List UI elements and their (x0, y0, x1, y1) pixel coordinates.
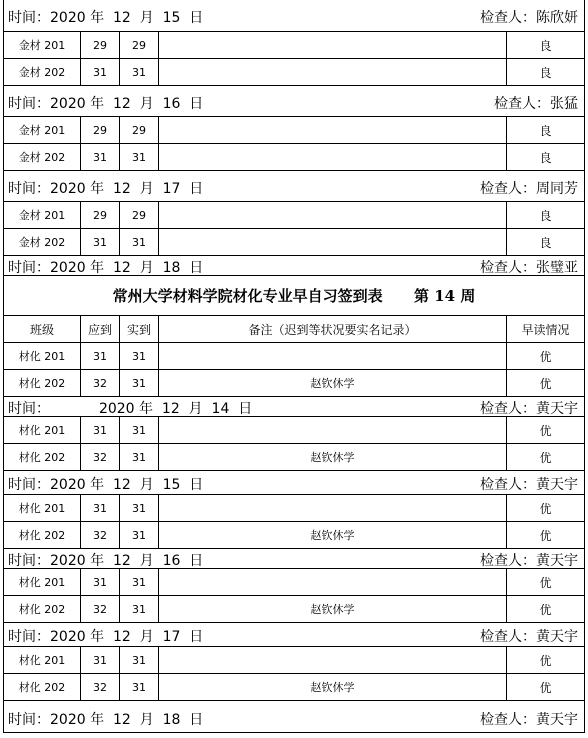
sign-in-sheet (3, 0, 585, 733)
table-row (3, 444, 585, 471)
inspector-label: 检查人：黄天宇 (480, 401, 578, 417)
expected-cell: 31 (81, 647, 120, 673)
remark-cell (159, 569, 507, 595)
expected-cell: 29 (81, 202, 120, 228)
remark-cell (159, 495, 507, 521)
rating-cell: 优 (539, 528, 552, 543)
expected-cell: 29 (81, 117, 120, 143)
rating-cell: 优 (539, 575, 552, 590)
table-row (3, 32, 585, 59)
date-header (3, 471, 585, 495)
expected-cell: 31 (81, 59, 120, 85)
inspector-label: 检查人：黄天宇 (480, 629, 578, 645)
date-header (3, 0, 585, 32)
expected-cell: 29 (81, 32, 120, 58)
date-label: 时间：2020 年 12 月 17 日 (8, 629, 204, 645)
rating-cell: 优 (539, 450, 552, 465)
date-label: 时间：2020 年 12 月 16 日 (8, 96, 204, 112)
date-header (3, 701, 585, 733)
rating-cell: 良 (539, 208, 552, 223)
remark-cell: 赵钦休学 (159, 674, 507, 700)
remark-cell (159, 647, 507, 673)
remark-cell (159, 229, 507, 255)
actual-cell: 29 (120, 32, 159, 58)
class-cell: 金材 202 (4, 59, 81, 85)
actual-cell: 31 (120, 596, 159, 622)
expected-cell: 31 (81, 343, 120, 369)
class-cell: 材化 202 (4, 370, 81, 396)
inspector-label: 检查人：张璧亚 (480, 260, 578, 276)
actual-cell: 31 (120, 144, 159, 170)
table-row (3, 647, 585, 674)
actual-cell: 31 (120, 444, 159, 470)
class-cell: 金材 201 (4, 117, 81, 143)
inspector-label: 检查人：陈欣妍 (480, 10, 578, 26)
remark-cell (159, 202, 507, 228)
table-row (3, 144, 585, 171)
inspector-label: 检查人：黄天宇 (480, 712, 578, 728)
date-label: 时间：2020 年 12 月 18 日 (8, 712, 204, 728)
class-cell: 材化 201 (4, 647, 81, 673)
date-label: 时间：2020 年 12 月 17 日 (8, 181, 204, 197)
date-label: 时间：2020 年 12 月 15 日 (8, 10, 204, 26)
date-header (3, 623, 585, 647)
table-row (3, 522, 585, 549)
expected-cell: 31 (81, 144, 120, 170)
class-cell: 金材 202 (4, 229, 81, 255)
sheet-title: 常州大学材料学院材化专业早自习签到表 第 14 周 (3, 276, 585, 316)
date-label: 时间： 2020 年 12 月 14 日 (8, 401, 253, 417)
expected-cell: 31 (81, 569, 120, 595)
rating-cell: 优 (539, 376, 552, 391)
rating-cell: 优 (539, 653, 552, 668)
class-cell: 金材 202 (4, 144, 81, 170)
rating-cell: 良 (539, 235, 552, 250)
table-row (3, 202, 585, 229)
class-cell: 材化 201 (4, 343, 81, 369)
actual-cell: 29 (120, 117, 159, 143)
class-cell: 材化 202 (4, 522, 81, 548)
actual-cell: 31 (120, 59, 159, 85)
expected-cell: 32 (81, 522, 120, 548)
rating-cell: 优 (539, 680, 552, 695)
column-header: 早读情况 (521, 322, 570, 337)
table-row (3, 343, 585, 370)
remark-cell (159, 343, 507, 369)
remark-cell: 赵钦休学 (159, 522, 507, 548)
table-row (3, 59, 585, 86)
class-cell: 金材 201 (4, 202, 81, 228)
actual-cell: 31 (120, 522, 159, 548)
date-header (3, 86, 585, 117)
inspector-label: 检查人：黄天宇 (480, 553, 578, 569)
actual-cell: 31 (120, 343, 159, 369)
rating-cell: 优 (539, 349, 552, 364)
expected-cell: 32 (81, 370, 120, 396)
remark-cell: 赵钦休学 (159, 444, 507, 470)
rating-cell: 良 (539, 38, 552, 53)
remark-cell (159, 32, 507, 58)
class-cell: 材化 202 (4, 674, 81, 700)
date-header (3, 549, 585, 569)
class-cell: 材化 202 (4, 444, 81, 470)
table-row (3, 495, 585, 522)
remark-cell: 赵钦休学 (159, 370, 507, 396)
column-header-row (3, 316, 585, 343)
table-row (3, 569, 585, 596)
table-row (3, 117, 585, 144)
class-cell: 材化 201 (4, 417, 81, 443)
actual-cell: 31 (120, 495, 159, 521)
column-header: 实到 (120, 316, 159, 342)
column-header: 班级 (4, 316, 81, 342)
rating-cell: 优 (539, 501, 552, 516)
date-header (3, 171, 585, 202)
remark-cell (159, 144, 507, 170)
rating-cell: 良 (539, 150, 552, 165)
class-cell: 材化 202 (4, 596, 81, 622)
rating-cell: 优 (539, 423, 552, 438)
expected-cell: 31 (81, 229, 120, 255)
expected-cell: 31 (81, 417, 120, 443)
date-header (3, 397, 585, 417)
date-header (3, 256, 585, 276)
table-row (3, 370, 585, 397)
inspector-label: 检查人：张猛 (494, 96, 578, 112)
remark-cell: 赵钦休学 (159, 596, 507, 622)
expected-cell: 32 (81, 674, 120, 700)
class-cell: 材化 201 (4, 569, 81, 595)
actual-cell: 31 (120, 569, 159, 595)
actual-cell: 29 (120, 202, 159, 228)
table-row (3, 674, 585, 701)
actual-cell: 31 (120, 417, 159, 443)
table-row (3, 229, 585, 256)
remark-cell (159, 417, 507, 443)
table-row (3, 596, 585, 623)
column-header: 备注（迟到等状况要实名记录） (159, 316, 507, 342)
actual-cell: 31 (120, 229, 159, 255)
actual-cell: 31 (120, 370, 159, 396)
inspector-label: 检查人：周同芳 (480, 181, 578, 197)
rating-cell: 良 (539, 65, 552, 80)
date-label: 时间：2020 年 12 月 18 日 (8, 260, 204, 276)
date-label: 时间：2020 年 12 月 16 日 (8, 553, 204, 569)
expected-cell: 32 (81, 596, 120, 622)
actual-cell: 31 (120, 647, 159, 673)
class-cell: 材化 201 (4, 495, 81, 521)
rating-cell: 优 (539, 602, 552, 617)
expected-cell: 32 (81, 444, 120, 470)
remark-cell (159, 59, 507, 85)
rating-cell: 良 (539, 123, 552, 138)
table-row (3, 417, 585, 444)
expected-cell: 31 (81, 495, 120, 521)
remark-cell (159, 117, 507, 143)
class-cell: 金材 201 (4, 32, 81, 58)
column-header: 应到 (81, 316, 120, 342)
inspector-label: 检查人：黄天宇 (480, 477, 578, 493)
date-label: 时间：2020 年 12 月 15 日 (8, 477, 204, 493)
actual-cell: 31 (120, 674, 159, 700)
